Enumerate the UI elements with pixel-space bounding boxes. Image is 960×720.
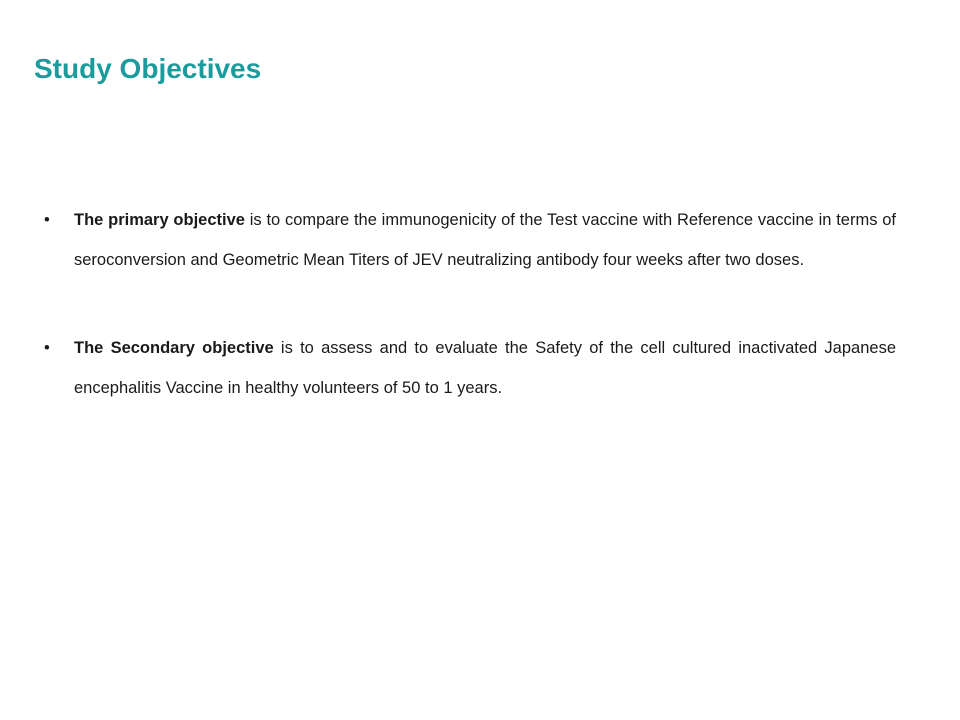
objectives-list (44, 200, 896, 408)
objective-lead: The Secondary objective (74, 339, 274, 357)
list-item-secondary-objective (44, 328, 896, 408)
page-title: Study Objectives (34, 53, 262, 84)
bullet-dot-icon: • (44, 211, 50, 229)
objective-lead: The primary objective (74, 211, 245, 229)
list-item-primary-objective (44, 200, 896, 280)
objective-text: is to assess and to evaluate the Safety of the cell cultured inactivated Japanese encephalitis Vaccine in healthy volunteers of 50 to 1 years. (74, 339, 896, 397)
bullet-dot-icon: • (44, 339, 50, 357)
objective-text: is to compare the immunogenicity of the Test vaccine with Reference vaccine in terms of seroconversion and Geometric Mean Titers of JEV neutralizing antibody four weeks after two doses. (74, 211, 897, 269)
